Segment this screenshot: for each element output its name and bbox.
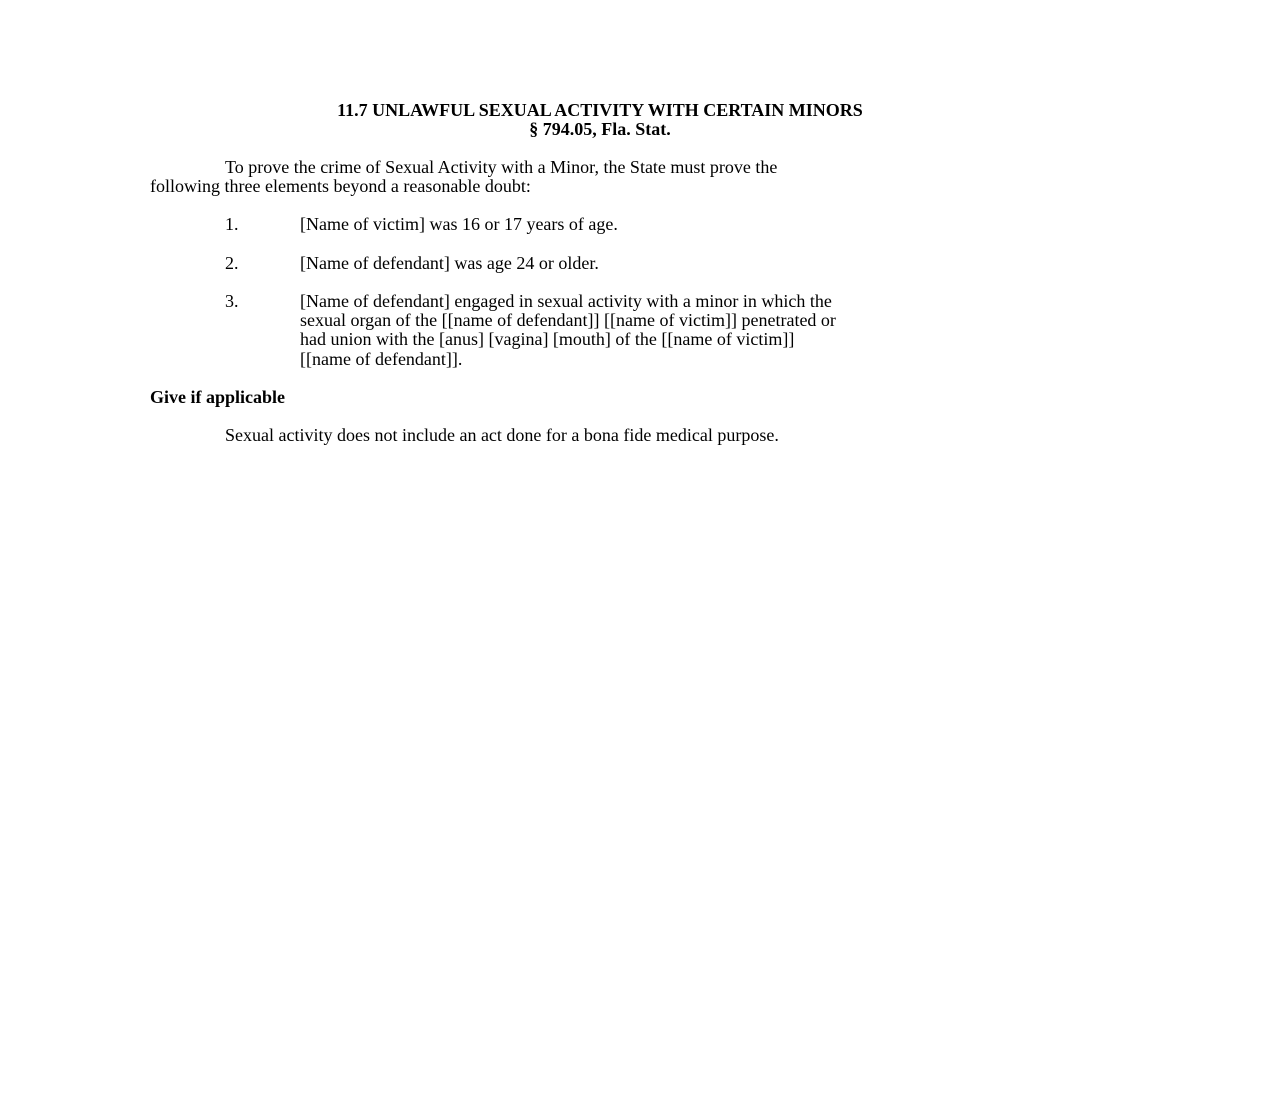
- element-text: [Name of defendant] engaged in sexual activity with a minor in which the: [300, 291, 832, 311]
- element-text: [Name of defendant] was age 24 or older.: [300, 253, 599, 273]
- element-text: had union with the [anus] [vagina] [mouth] of the [[name of victim]]: [300, 329, 795, 349]
- document-title: 11.7 UNLAWFUL SEXUAL ACTIVITY WITH CERTAIN MINORS: [337, 100, 863, 120]
- element-number: 3.: [225, 291, 239, 311]
- element-text: [Name of victim] was 16 or 17 years of age.: [300, 214, 618, 234]
- give-if-applicable-heading: Give if applicable: [150, 387, 285, 407]
- element-text: [[name of defendant]].: [300, 349, 463, 369]
- intro-line-1: To prove the crime of Sexual Activity with a Minor, the State must prove the: [225, 157, 778, 177]
- element-number: 1.: [225, 214, 239, 234]
- element-number: 2.: [225, 253, 239, 273]
- statute-citation: § 794.05, Fla. Stat.: [529, 119, 671, 139]
- medical-purpose-note: Sexual activity does not include an act done for a bona fide medical purpose.: [225, 425, 779, 445]
- intro-line-2: following three elements beyond a reasonable doubt:: [150, 176, 531, 196]
- element-text: sexual organ of the [[name of defendant]] [[name of victim]] penetrated or: [300, 310, 836, 330]
